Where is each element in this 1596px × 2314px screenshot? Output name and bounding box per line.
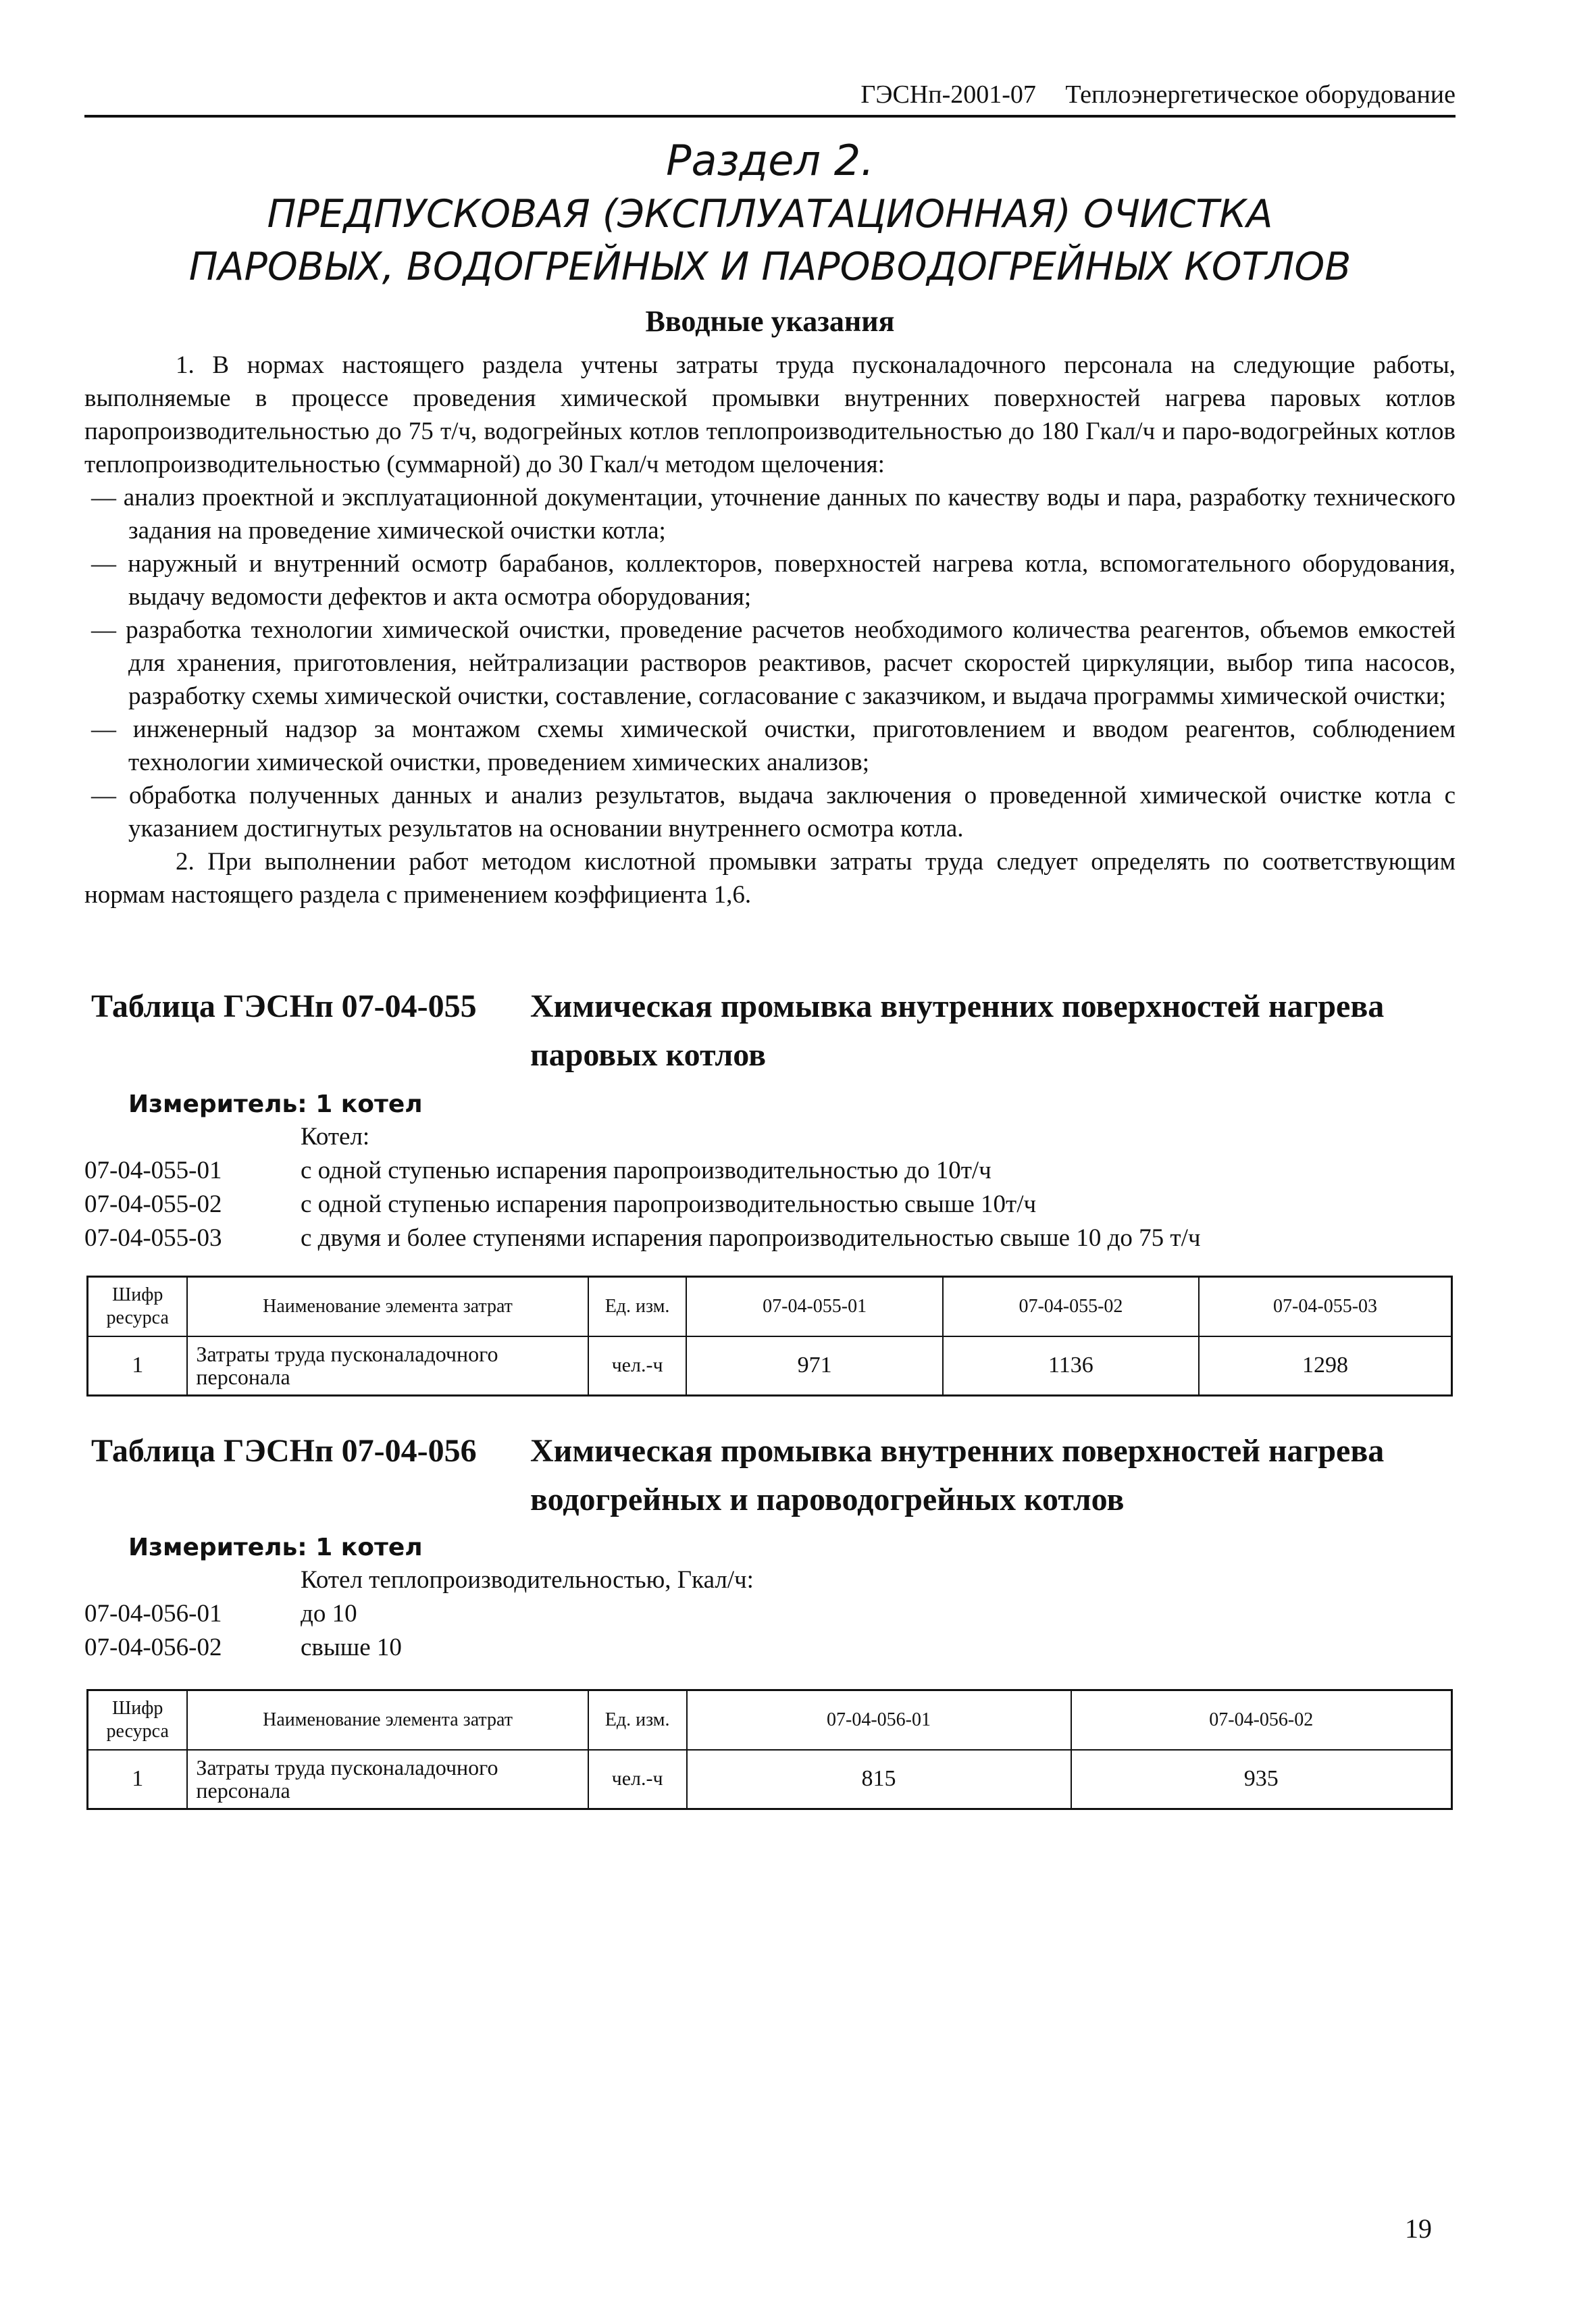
variant-text: свыше 10 [301, 1634, 402, 1661]
header-doc-title: Теплоэнергетическое оборудование [1065, 80, 1456, 109]
col-header-resource-code: Шифр ресурса [88, 1690, 188, 1750]
intro-heading: Вводные указания [645, 305, 895, 338]
variant-text: с одной ступенью испарения паропроизводительностью до 10т/ч [301, 1157, 992, 1184]
variant-row [84, 1154, 1456, 1188]
resource-table-1 [86, 1276, 1453, 1397]
header-doc-code: ГЭСНп-2001-07 [860, 80, 1036, 109]
cell-value-variant-1: 815 [687, 1750, 1071, 1809]
page-number: 19 [1405, 2213, 1432, 2244]
intro-bullet-5: — обработка полученных данных и анализ результатов, выдача заключения о проведенной химической очистке котла с указанием достигнутых результатов на основании внутреннего осмотра котла. [91, 782, 1456, 842]
cell-value-variant-3: 1298 [1199, 1336, 1451, 1396]
variant-row [84, 1222, 1456, 1255]
cell-value-variant-1: 971 [686, 1336, 942, 1396]
cell-value-variant-2: 935 [1071, 1750, 1452, 1809]
intro-bullet-3: — разработка технологии химической очистки, проведение расчетов необходимого количества реагентов, объемов емкостей для хранения, приготовления, нейтрализации растворов реактивов, расчет скоростей циркуляции, выбор типа насосов, разработку схемы химической очистки, составление, согласование с заказчиком, и выдача программы химической очистки; [91, 616, 1456, 710]
section-title-line-1: ПРЕДПУСКОВАЯ (ЭКСПЛУАТАЦИОННАЯ) ОЧИСТКА [267, 192, 1273, 236]
cell-resource-code: 1 [88, 1750, 188, 1809]
intro-bullet-2: — наружный и внутренний осмотр барабанов, коллекторов, поверхностей нагрева котла, вспомогательного оборудования, выдачу ведомости дефектов и акта осмотра оборудования; [91, 550, 1456, 611]
variant-code: 07-04-055-03 [84, 1224, 222, 1252]
table-1-name: Химическая промывка внутренних поверхностей нагрева паровых котлов [530, 988, 1385, 1073]
section-label: Раздел 2. [666, 136, 874, 185]
variant-row [84, 1597, 1456, 1631]
table-header-row [88, 1690, 1452, 1750]
col-header-variant-3: 07-04-055-03 [1199, 1277, 1451, 1336]
table-1-code: Таблица ГЭСНп 07-04-055 [91, 988, 477, 1024]
variant-text: с одной ступенью испарения паропроизводительностью свыше 10т/ч [301, 1190, 1037, 1218]
col-header-variant-2: 07-04-056-02 [1071, 1690, 1452, 1750]
cell-unit: чел.-ч [588, 1336, 687, 1396]
intro-body [84, 349, 1456, 911]
table-1-caption: Котел: [301, 1123, 370, 1151]
table-2-variants [84, 1563, 1456, 1665]
cell-unit: чел.-ч [588, 1750, 687, 1809]
variant-code: 07-04-056-01 [84, 1600, 222, 1628]
intro-bullet-4: — инженерный надзор за монтажом схемы химической очистки, приготовлением и вводом реагентов, соблюдением технологии химической очистки, проведением химических анализов; [91, 715, 1456, 776]
table-2-code: Таблица ГЭСНп 07-04-056 [91, 1433, 477, 1469]
col-header-unit: Ед. изм. [588, 1277, 687, 1336]
table-row [88, 1750, 1452, 1809]
col-header-variant-1: 07-04-055-01 [686, 1277, 942, 1336]
table-2-heading [84, 1427, 1456, 1528]
variant-text: до 10 [301, 1600, 357, 1628]
intro-paragraph-2: 2. При выполнении работ методом кислотной промывки затраты труда следует определять по соответствующим нормам настоящего раздела с применением коэффициента 1,6. [84, 848, 1456, 909]
cell-value-variant-2: 1136 [943, 1336, 1199, 1396]
section-title-block [84, 134, 1456, 293]
table-1-measure: Измеритель: 1 котел [128, 1090, 423, 1118]
variant-code: 07-04-055-01 [84, 1157, 222, 1184]
variant-code: 07-04-056-02 [84, 1634, 222, 1661]
table-header-row [88, 1277, 1452, 1336]
resource-table-2 [86, 1689, 1453, 1810]
col-header-cost-element: Наименование элемента затрат [187, 1690, 588, 1750]
table-row [88, 1336, 1452, 1396]
intro-bullet-1: — анализ проектной и эксплуатационной документации, уточнение данных по качеству воды и пара, разработку технического задания на проведение химической очистки котла; [91, 484, 1456, 545]
variant-text: с двумя и более ступенями испарения паропроизводительностью свыше 10 до 75 т/ч [301, 1224, 1201, 1252]
col-header-variant-2: 07-04-055-02 [943, 1277, 1199, 1336]
col-header-resource-code: Шифр ресурса [88, 1277, 188, 1336]
section-title-line-2: ПАРОВЫХ, ВОДОГРЕЙНЫХ И ПАРОВОДОГРЕЙНЫХ КОТЛОВ [188, 245, 1352, 289]
col-header-unit: Ед. изм. [588, 1690, 687, 1750]
table-2-measure: Измеритель: 1 котел [128, 1534, 423, 1561]
cell-resource-code: 1 [88, 1336, 188, 1396]
intro-paragraph-1: 1. В нормах настоящего раздела учтены затраты труда пусконаладочного персонала на следующие работы, выполняемые в процессе проведения химической промывки внутренних поверхностей нагрева паровых котлов паропроизводительностью до 75 т/ч, водогрейных котлов теплопроизводительностью до 180 Гкал/ч и паро-водогрейных котлов теплопроизводительностью (суммарной) до 30 Гкал/ч методом щелочения: [84, 351, 1456, 478]
cell-cost-element: Затраты труда пусконаладочного персонала [187, 1336, 588, 1396]
table-2-caption: Котел теплопроизводительностью, Гкал/ч: [301, 1566, 754, 1594]
cell-cost-element: Затраты труда пусконаладочного персонала [187, 1750, 588, 1809]
variant-row [84, 1188, 1456, 1222]
col-header-cost-element: Наименование элемента затрат [187, 1277, 588, 1336]
variant-code: 07-04-055-02 [84, 1190, 222, 1218]
col-header-variant-1: 07-04-056-01 [687, 1690, 1071, 1750]
table-1-variants [84, 1120, 1456, 1255]
table-2-name: Химическая промывка внутренних поверхностей нагрева водогрейных и пароводогрейных котлов [530, 1433, 1385, 1517]
variant-row [84, 1631, 1456, 1665]
page-header [84, 73, 1456, 118]
table-1-heading [84, 982, 1456, 1084]
